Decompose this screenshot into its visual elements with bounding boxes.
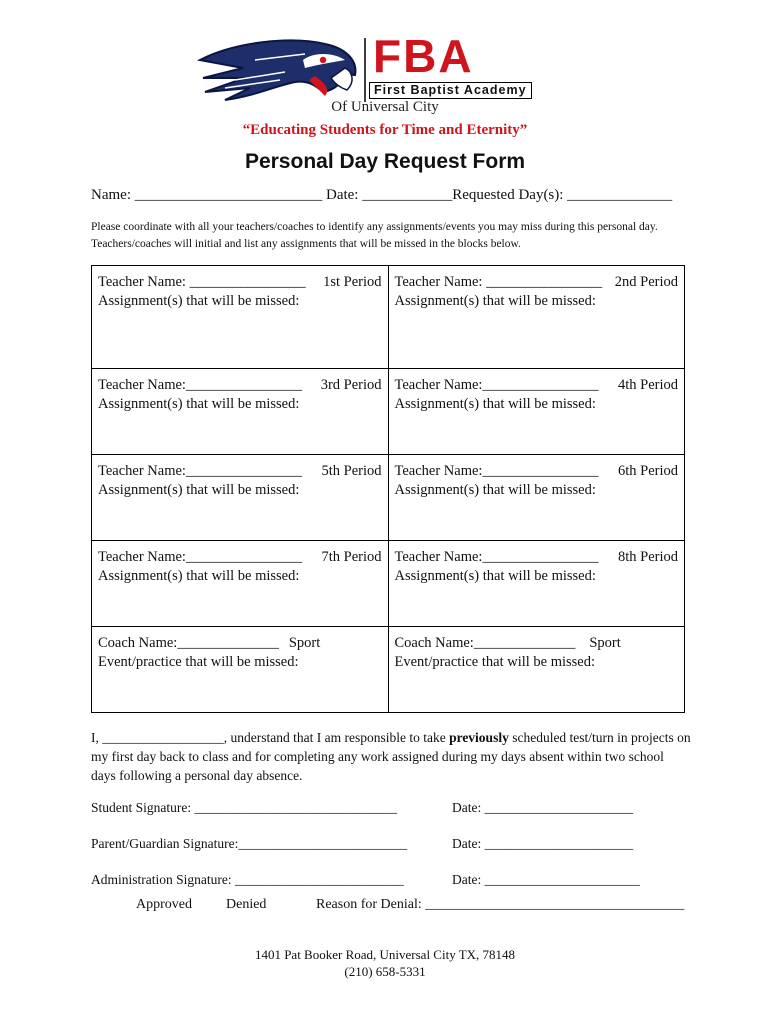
teacher-name-field[interactable]: Teacher Name: ________________: [98, 274, 306, 290]
period-label: 4th Period: [617, 377, 678, 393]
denial-reason-field[interactable]: Reason for Denial: _____________________________________: [316, 897, 685, 912]
footer-address: 1401 Pat Booker Road, Universal City TX, 78148: [254, 947, 516, 962]
period-1-block[interactable]: [92, 266, 389, 369]
denied-option[interactable]: Denied: [226, 897, 267, 912]
teacher-name-field[interactable]: Teacher Name:________________: [394, 377, 599, 393]
period-label: 6th Period: [617, 463, 678, 479]
period-7-block[interactable]: [92, 541, 389, 627]
assignments-label: Assignment(s) that will be missed:: [394, 293, 596, 309]
instructions-text: Please coordinate with all your teachers/coaches to identify any assignments/events you may miss during this personal day. Teachers/coaches will initial and list any assignments that will be missed in the blocks below.: [91, 221, 658, 250]
parent-signature-field[interactable]: Parent/Guardian Signature:_________________________: [91, 836, 408, 851]
teacher-name-field[interactable]: Teacher Name:________________: [98, 463, 302, 479]
statement-start: I, __________________, understand that I am responsible to take: [91, 730, 450, 745]
sport-label: Sport: [288, 635, 321, 651]
name-date-line[interactable]: Name: _________________________ Date: ____________Requested Day(s): ______________: [91, 187, 673, 203]
assignments-label: Assignment(s) that will be missed:: [98, 396, 300, 412]
assignments-label: Assignment(s) that will be missed:: [394, 568, 596, 584]
assignments-label: Assignment(s) that will be missed:: [394, 396, 596, 412]
period-3-block[interactable]: [92, 369, 389, 455]
coach-block-1[interactable]: [92, 627, 389, 713]
event-label: Event/practice that will be missed:: [98, 654, 299, 670]
statement-end: scheduled test/turn in projects on my first day back to class and for completing any work assigned during my days absent within two school days following a personal day absence.: [91, 730, 691, 783]
parent-date-field[interactable]: Date: ______________________: [452, 836, 634, 851]
event-label: Event/practice that will be missed:: [394, 654, 596, 670]
approved-option[interactable]: Approved: [136, 897, 192, 912]
school-motto: “Educating Students for Time and Eternity”: [242, 122, 528, 138]
teacher-name-field[interactable]: Teacher Name:________________: [394, 463, 599, 479]
teacher-name-field[interactable]: Teacher Name:________________: [98, 549, 302, 565]
coach-name-field[interactable]: Coach Name:______________: [394, 635, 576, 651]
footer-phone: (210) 658-5331: [344, 964, 426, 979]
student-date-field[interactable]: Date: ______________________: [452, 800, 634, 815]
logo-school-name: First Baptist Academy: [369, 82, 532, 99]
period-label: 7th Period: [321, 549, 382, 565]
form-title: Personal Day Request Form: [244, 150, 526, 173]
teacher-name-field[interactable]: Teacher Name:________________: [394, 549, 599, 565]
teacher-name-field[interactable]: Teacher Name:________________: [98, 377, 302, 393]
coach-name-field[interactable]: Coach Name:______________: [98, 635, 279, 651]
period-label: 3rd Period: [320, 377, 382, 393]
period-label: 5th Period: [321, 463, 382, 479]
school-city: Of Universal City: [331, 99, 439, 115]
teacher-signoff-table: [91, 265, 685, 713]
logo-initials: FBA: [373, 30, 474, 82]
responsibility-statement: [91, 728, 691, 785]
assignments-label: Assignment(s) that will be missed:: [98, 568, 300, 584]
period-8-block[interactable]: [388, 541, 685, 627]
period-5-block[interactable]: [92, 455, 389, 541]
coach-block-2[interactable]: [388, 627, 685, 713]
period-4-block[interactable]: [388, 369, 685, 455]
period-label: 8th Period: [617, 549, 678, 565]
assignments-label: Assignment(s) that will be missed:: [394, 482, 596, 498]
period-label: 2nd Period: [614, 274, 678, 290]
statement-emphasis: previously: [449, 730, 509, 745]
admin-signature-field[interactable]: Administration Signature: _________________________: [91, 872, 404, 887]
sport-label: Sport: [589, 635, 621, 651]
teacher-name-field[interactable]: Teacher Name: ________________: [394, 274, 603, 290]
period-label: 1st Period: [323, 274, 382, 290]
period-6-block[interactable]: [388, 455, 685, 541]
admin-date-field[interactable]: Date: _______________________: [452, 872, 640, 887]
assignments-label: Assignment(s) that will be missed:: [98, 482, 300, 498]
period-2-block[interactable]: [388, 266, 685, 369]
student-signature-field[interactable]: Student Signature: ______________________________: [91, 800, 397, 815]
assignments-label: Assignment(s) that will be missed:: [98, 293, 300, 309]
